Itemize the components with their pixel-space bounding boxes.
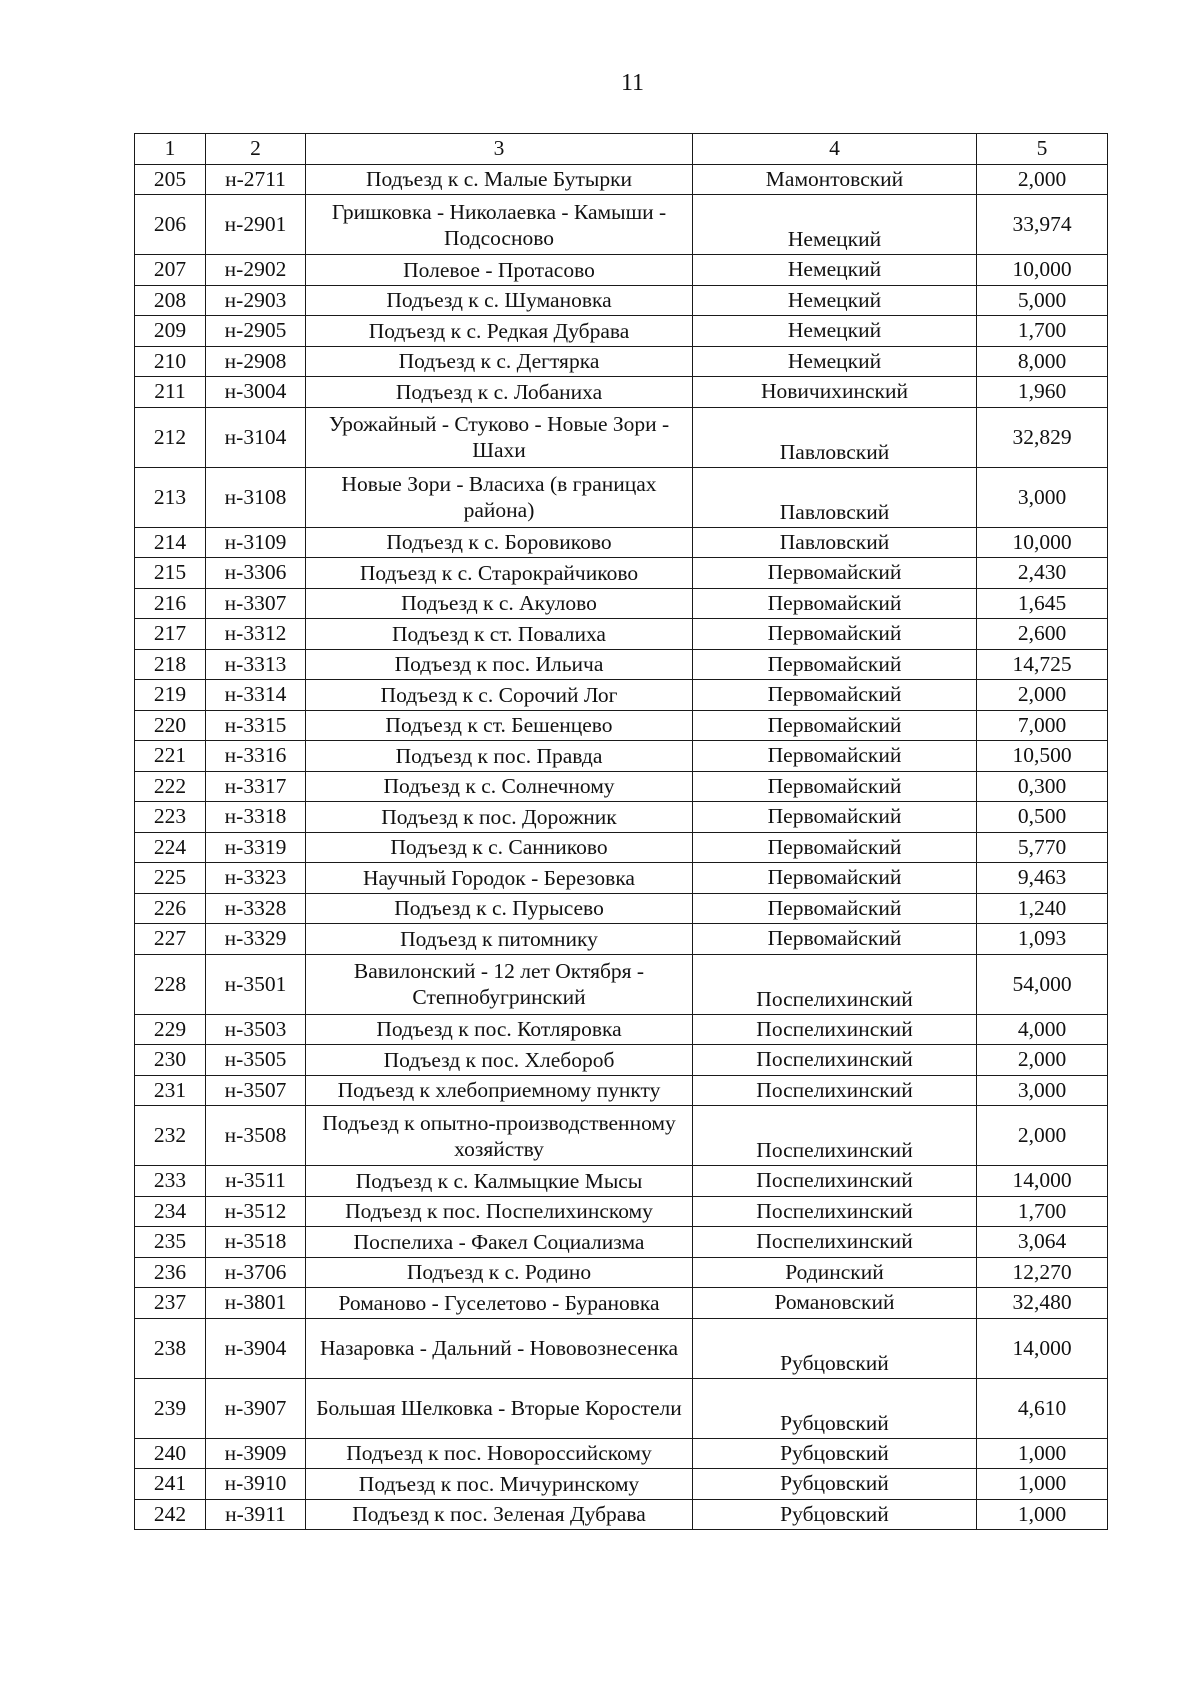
row-number-cell: 229 — [135, 1014, 206, 1045]
district-cell: Первомайский — [693, 619, 977, 650]
table-row — [135, 1075, 1108, 1106]
table-row — [135, 1438, 1108, 1469]
district-cell: Поспелихинский — [693, 1045, 977, 1076]
length-cell: 14,000 — [977, 1166, 1108, 1197]
district-cell: Первомайский — [693, 863, 977, 894]
road-code-cell: н-3317 — [206, 771, 306, 802]
district-cell: Первомайский — [693, 710, 977, 741]
road-name-cell: Романово - Гуселетово - Бурановка — [306, 1288, 693, 1319]
district-cell: Романовский — [693, 1288, 977, 1319]
row-number-cell: 214 — [135, 527, 206, 558]
length-cell: 1,700 — [977, 316, 1108, 347]
road-code-cell: н-3314 — [206, 680, 306, 711]
row-number-cell: 219 — [135, 680, 206, 711]
road-name-cell: Подъезд к пос. Дорожник — [306, 802, 693, 833]
table-row — [135, 741, 1108, 772]
road-code-cell: н-3307 — [206, 588, 306, 619]
row-number-cell: 222 — [135, 771, 206, 802]
road-code-cell: н-3505 — [206, 1045, 306, 1076]
road-code-cell: н-3109 — [206, 527, 306, 558]
header-cell-5: 5 — [977, 134, 1108, 165]
district-cell: Немецкий — [693, 195, 977, 255]
road-code-cell: н-3511 — [206, 1166, 306, 1197]
length-cell: 12,270 — [977, 1257, 1108, 1288]
road-code-cell: н-3329 — [206, 924, 306, 955]
length-cell: 1,093 — [977, 924, 1108, 955]
length-cell: 32,480 — [977, 1288, 1108, 1319]
road-name-cell: Подъезд к с. Калмыцкие Мысы — [306, 1166, 693, 1197]
length-cell: 2,430 — [977, 558, 1108, 589]
district-cell: Павловский — [693, 407, 977, 467]
district-cell: Первомайский — [693, 680, 977, 711]
row-number-cell: 239 — [135, 1378, 206, 1438]
row-number-cell: 224 — [135, 832, 206, 863]
length-cell: 1,960 — [977, 377, 1108, 408]
table-row — [135, 802, 1108, 833]
road-name-cell: Подъезд к с. Старокрайчиково — [306, 558, 693, 589]
table-row — [135, 164, 1108, 195]
table-row — [135, 1499, 1108, 1530]
road-code-cell: н-3904 — [206, 1318, 306, 1378]
length-cell: 4,610 — [977, 1378, 1108, 1438]
road-name-cell: Подъезд к с. Малые Бутырки — [306, 164, 693, 195]
road-code-cell: н-3319 — [206, 832, 306, 863]
length-cell: 14,000 — [977, 1318, 1108, 1378]
length-cell: 14,725 — [977, 649, 1108, 680]
row-number-cell: 236 — [135, 1257, 206, 1288]
table-body — [135, 134, 1108, 1530]
row-number-cell: 208 — [135, 285, 206, 316]
row-number-cell: 223 — [135, 802, 206, 833]
district-cell: Первомайский — [693, 832, 977, 863]
table-row — [135, 649, 1108, 680]
road-code-cell: н-3316 — [206, 741, 306, 772]
length-cell: 10,500 — [977, 741, 1108, 772]
district-cell: Новичихинский — [693, 377, 977, 408]
length-cell: 1,700 — [977, 1196, 1108, 1227]
row-number-cell: 221 — [135, 741, 206, 772]
road-name-cell: Подъезд к пос. Зеленая Дубрава — [306, 1499, 693, 1530]
district-cell: Немецкий — [693, 255, 977, 286]
length-cell: 9,463 — [977, 863, 1108, 894]
length-cell: 2,000 — [977, 1045, 1108, 1076]
table-row — [135, 1045, 1108, 1076]
table-row — [135, 1288, 1108, 1319]
road-code-cell: н-2901 — [206, 195, 306, 255]
road-name-cell: Научный Городок - Березовка — [306, 863, 693, 894]
road-name-cell: Подъезд к с. Пурысево — [306, 893, 693, 924]
table-row — [135, 588, 1108, 619]
table-row — [135, 1227, 1108, 1258]
length-cell: 32,829 — [977, 407, 1108, 467]
row-number-cell: 241 — [135, 1469, 206, 1500]
table-row — [135, 1196, 1108, 1227]
length-cell: 3,000 — [977, 1075, 1108, 1106]
length-cell: 7,000 — [977, 710, 1108, 741]
row-number-cell: 213 — [135, 467, 206, 527]
road-name-cell: Подъезд к с. Акулово — [306, 588, 693, 619]
road-name-cell: Подъезд к пос. Новороссийскому — [306, 1438, 693, 1469]
row-number-cell: 228 — [135, 954, 206, 1014]
district-cell: Немецкий — [693, 346, 977, 377]
road-name-cell: Подъезд к ст. Бешенцево — [306, 710, 693, 741]
district-cell: Мамонтовский — [693, 164, 977, 195]
table-row — [135, 527, 1108, 558]
length-cell: 10,000 — [977, 527, 1108, 558]
table-row — [135, 558, 1108, 589]
table-row — [135, 1106, 1108, 1166]
road-name-cell: Урожайный - Стуково - Новые Зори - Шахи — [306, 407, 693, 467]
road-code-cell: н-3518 — [206, 1227, 306, 1258]
header-cell-1: 1 — [135, 134, 206, 165]
district-cell: Первомайский — [693, 924, 977, 955]
row-number-cell: 206 — [135, 195, 206, 255]
district-cell: Первомайский — [693, 893, 977, 924]
row-number-cell: 240 — [135, 1438, 206, 1469]
road-code-cell: н-3508 — [206, 1106, 306, 1166]
district-cell: Поспелихинский — [693, 954, 977, 1014]
roads-table — [134, 133, 1108, 1530]
table-row — [135, 346, 1108, 377]
road-code-cell: н-3004 — [206, 377, 306, 408]
length-cell: 1,240 — [977, 893, 1108, 924]
road-name-cell: Подъезд к питомнику — [306, 924, 693, 955]
length-cell: 5,000 — [977, 285, 1108, 316]
table-header-row — [135, 134, 1108, 165]
road-code-cell: н-3318 — [206, 802, 306, 833]
road-name-cell: Подъезд к пос. Ильича — [306, 649, 693, 680]
road-code-cell: н-3706 — [206, 1257, 306, 1288]
length-cell: 2,000 — [977, 1106, 1108, 1166]
length-cell: 54,000 — [977, 954, 1108, 1014]
row-number-cell: 234 — [135, 1196, 206, 1227]
road-name-cell: Подъезд к с. Шумановка — [306, 285, 693, 316]
row-number-cell: 225 — [135, 863, 206, 894]
length-cell: 3,000 — [977, 467, 1108, 527]
road-code-cell: н-3306 — [206, 558, 306, 589]
road-name-cell: Подъезд к с. Лобаниха — [306, 377, 693, 408]
road-name-cell: Подъезд к пос. Хлебороб — [306, 1045, 693, 1076]
road-name-cell: Подъезд к пос. Поспелихинскому — [306, 1196, 693, 1227]
table-row — [135, 1378, 1108, 1438]
road-name-cell: Вавилонский - 12 лет Октября - Степнобугринский — [306, 954, 693, 1014]
district-cell: Павловский — [693, 527, 977, 558]
district-cell: Первомайский — [693, 802, 977, 833]
table-row — [135, 619, 1108, 650]
road-name-cell: Подъезд к пос. Правда — [306, 741, 693, 772]
row-number-cell: 231 — [135, 1075, 206, 1106]
district-cell: Первомайский — [693, 558, 977, 589]
district-cell: Рубцовский — [693, 1438, 977, 1469]
row-number-cell: 227 — [135, 924, 206, 955]
row-number-cell: 226 — [135, 893, 206, 924]
table-row — [135, 680, 1108, 711]
district-cell: Первомайский — [693, 649, 977, 680]
row-number-cell: 216 — [135, 588, 206, 619]
district-cell: Немецкий — [693, 285, 977, 316]
table-row — [135, 195, 1108, 255]
length-cell: 1,000 — [977, 1499, 1108, 1530]
table-row — [135, 467, 1108, 527]
length-cell: 4,000 — [977, 1014, 1108, 1045]
district-cell: Рубцовский — [693, 1378, 977, 1438]
row-number-cell: 220 — [135, 710, 206, 741]
table-row — [135, 710, 1108, 741]
row-number-cell: 207 — [135, 255, 206, 286]
district-cell: Поспелихинский — [693, 1014, 977, 1045]
length-cell: 2,000 — [977, 680, 1108, 711]
row-number-cell: 237 — [135, 1288, 206, 1319]
row-number-cell: 209 — [135, 316, 206, 347]
road-name-cell: Большая Шелковка - Вторые Коростели — [306, 1378, 693, 1438]
district-cell: Поспелихинский — [693, 1075, 977, 1106]
road-code-cell: н-2902 — [206, 255, 306, 286]
table-row — [135, 285, 1108, 316]
road-code-cell: н-3503 — [206, 1014, 306, 1045]
road-code-cell: н-3909 — [206, 1438, 306, 1469]
road-code-cell: н-3312 — [206, 619, 306, 650]
road-code-cell: н-3512 — [206, 1196, 306, 1227]
district-cell: Поспелихинский — [693, 1227, 977, 1258]
table-row — [135, 1166, 1108, 1197]
table-row — [135, 893, 1108, 924]
road-name-cell: Поспелиха - Факел Социализма — [306, 1227, 693, 1258]
table-row — [135, 832, 1108, 863]
length-cell: 5,770 — [977, 832, 1108, 863]
row-number-cell: 205 — [135, 164, 206, 195]
district-cell: Немецкий — [693, 316, 977, 347]
length-cell: 2,000 — [977, 164, 1108, 195]
header-cell-4: 4 — [693, 134, 977, 165]
row-number-cell: 230 — [135, 1045, 206, 1076]
length-cell: 0,500 — [977, 802, 1108, 833]
table-row — [135, 1014, 1108, 1045]
road-name-cell: Подъезд к с. Санниково — [306, 832, 693, 863]
row-number-cell: 238 — [135, 1318, 206, 1378]
road-code-cell: н-3315 — [206, 710, 306, 741]
table-row — [135, 863, 1108, 894]
road-code-cell: н-2711 — [206, 164, 306, 195]
length-cell: 3,064 — [977, 1227, 1108, 1258]
road-name-cell: Полевое - Протасово — [306, 255, 693, 286]
length-cell: 8,000 — [977, 346, 1108, 377]
length-cell: 0,300 — [977, 771, 1108, 802]
district-cell: Родинский — [693, 1257, 977, 1288]
table-row — [135, 1469, 1108, 1500]
district-cell: Поспелихинский — [693, 1106, 977, 1166]
row-number-cell: 210 — [135, 346, 206, 377]
road-name-cell: Подъезд к с. Сорочий Лог — [306, 680, 693, 711]
header-cell-3: 3 — [306, 134, 693, 165]
table-row — [135, 407, 1108, 467]
road-name-cell: Подъезд к с. Дегтярка — [306, 346, 693, 377]
road-code-cell: н-3323 — [206, 863, 306, 894]
road-code-cell: н-2905 — [206, 316, 306, 347]
road-code-cell: н-3507 — [206, 1075, 306, 1106]
table-row — [135, 377, 1108, 408]
length-cell: 33,974 — [977, 195, 1108, 255]
road-code-cell: н-3108 — [206, 467, 306, 527]
table-row — [135, 771, 1108, 802]
row-number-cell: 218 — [135, 649, 206, 680]
road-code-cell: н-3501 — [206, 954, 306, 1014]
row-number-cell: 235 — [135, 1227, 206, 1258]
road-code-cell: н-3911 — [206, 1499, 306, 1530]
district-cell: Рубцовский — [693, 1499, 977, 1530]
district-cell: Первомайский — [693, 588, 977, 619]
district-cell: Первомайский — [693, 771, 977, 802]
length-cell: 2,600 — [977, 619, 1108, 650]
road-name-cell: Подъезд к опытно-производственному хозяйству — [306, 1106, 693, 1166]
road-name-cell: Подъезд к с. Боровиково — [306, 527, 693, 558]
table-row — [135, 954, 1108, 1014]
road-code-cell: н-3910 — [206, 1469, 306, 1500]
road-code-cell: н-3104 — [206, 407, 306, 467]
district-cell: Рубцовский — [693, 1318, 977, 1378]
road-name-cell: Подъезд к с. Родино — [306, 1257, 693, 1288]
row-number-cell: 215 — [135, 558, 206, 589]
row-number-cell: 211 — [135, 377, 206, 408]
district-cell: Первомайский — [693, 741, 977, 772]
road-name-cell: Новые Зори - Власиха (в границах района) — [306, 467, 693, 527]
road-code-cell: н-3313 — [206, 649, 306, 680]
length-cell: 1,645 — [977, 588, 1108, 619]
road-name-cell: Подъезд к ст. Повалиха — [306, 619, 693, 650]
table-row — [135, 1257, 1108, 1288]
district-cell: Поспелихинский — [693, 1196, 977, 1227]
road-code-cell: н-2908 — [206, 346, 306, 377]
length-cell: 1,000 — [977, 1438, 1108, 1469]
row-number-cell: 233 — [135, 1166, 206, 1197]
page-number: 11 — [620, 70, 645, 96]
road-name-cell: Подъезд к с. Солнечному — [306, 771, 693, 802]
table-row — [135, 1318, 1108, 1378]
road-code-cell: н-3328 — [206, 893, 306, 924]
length-cell: 10,000 — [977, 255, 1108, 286]
header-cell-2: 2 — [206, 134, 306, 165]
road-code-cell: н-3801 — [206, 1288, 306, 1319]
table-row — [135, 924, 1108, 955]
table-row — [135, 316, 1108, 347]
road-name-cell: Подъезд к пос. Мичуринскому — [306, 1469, 693, 1500]
row-number-cell: 232 — [135, 1106, 206, 1166]
road-name-cell: Назаровка - Дальний - Нововознесенка — [306, 1318, 693, 1378]
row-number-cell: 217 — [135, 619, 206, 650]
table-row — [135, 255, 1108, 286]
row-number-cell: 212 — [135, 407, 206, 467]
row-number-cell: 242 — [135, 1499, 206, 1530]
road-code-cell: н-2903 — [206, 285, 306, 316]
district-cell: Поспелихинский — [693, 1166, 977, 1197]
district-cell: Павловский — [693, 467, 977, 527]
road-code-cell: н-3907 — [206, 1378, 306, 1438]
district-cell: Рубцовский — [693, 1469, 977, 1500]
length-cell: 1,000 — [977, 1469, 1108, 1500]
road-name-cell: Подъезд к пос. Котляровка — [306, 1014, 693, 1045]
road-name-cell: Гришковка - Николаевка - Камыши - Подсосново — [306, 195, 693, 255]
road-name-cell: Подъезд к с. Редкая Дубрава — [306, 316, 693, 347]
road-name-cell: Подъезд к хлебоприемному пункту — [306, 1075, 693, 1106]
